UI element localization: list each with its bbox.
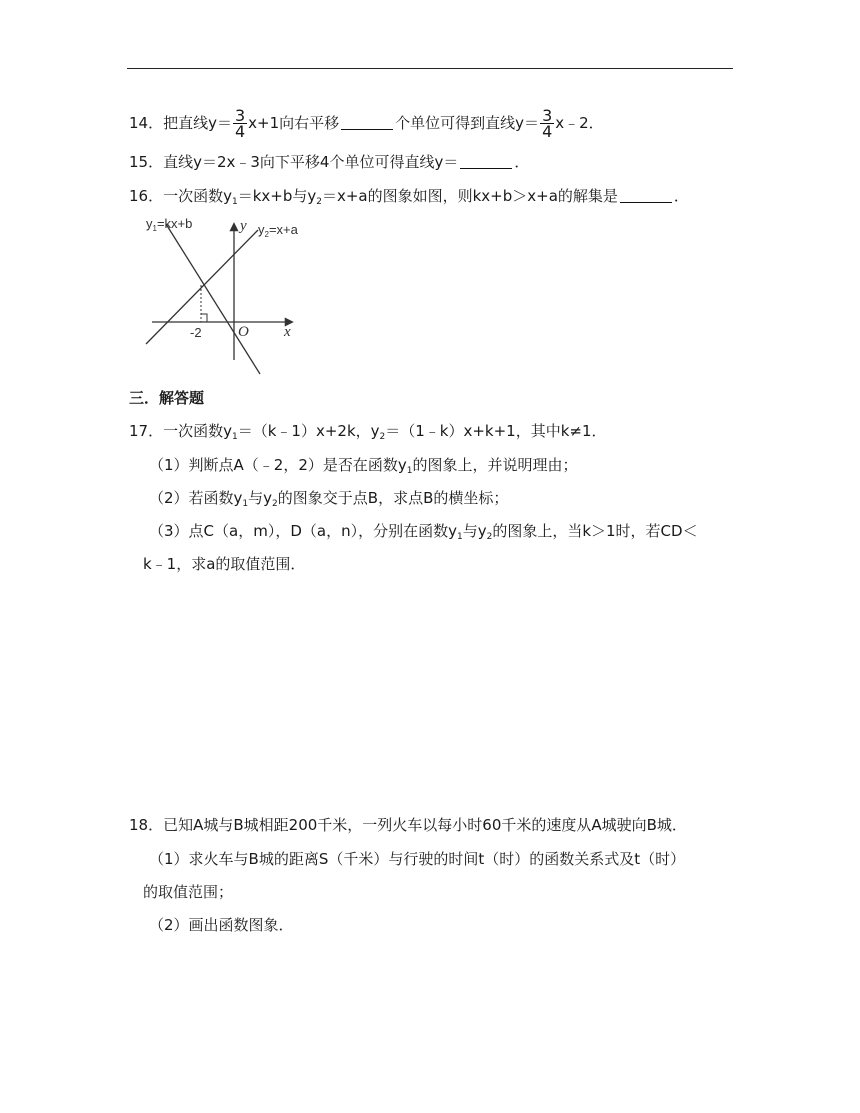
- section-header: 三．解答题: [129, 389, 205, 407]
- question-number: 14．: [129, 114, 164, 132]
- fraction: $\frac{3}{4}$: [234, 106, 246, 141]
- question-number: 16．: [129, 187, 164, 205]
- question-17-part-2: （2）若函数$y_1$与$y_2$的图象交于点B，求点B的横坐标；: [149, 489, 509, 509]
- origin-label: O: [238, 324, 249, 340]
- question-17-part-3-continued: k﹣1，求a的取值范围．: [143, 555, 306, 573]
- answer-blank[interactable]: [460, 154, 512, 169]
- line-y1: [166, 224, 260, 374]
- question-17-part-1: （1）判断点A（﹣2，2）是否在函数$y_1$的图象上，并说明理由；: [149, 456, 578, 476]
- question-14: 14．把直线y＝ $\frac{3}{4}$ x+1向右平移 个单位可得到直线y＝ $\frac{3}{4}$ x﹣2．: [129, 106, 604, 141]
- question-number: 15．: [129, 153, 164, 171]
- question-15: 15．直线y＝2x﹣3向下平移4个单位可得直线y＝ ．: [129, 153, 530, 171]
- answer-blank[interactable]: [341, 115, 393, 130]
- question-18-part-2: （2）画出函数图象．: [149, 916, 294, 934]
- question-16: 16．一次函数$y_1=kx+b$与$y_2=x+a$的图象如图，则kx+b＞x+a的解集是 ．: [129, 187, 689, 207]
- function-graph: [140, 210, 310, 380]
- question-18-part-1: （1）求火车与B城的距离S（千米）与行驶的时间t（时）的函数关系式及t（时）: [149, 850, 686, 868]
- question-17: 17．一次函数$y_1=(k﹣1)x+2k$，$y_2=(1﹣k)x+k+1$，其中k≠1．: [129, 422, 607, 442]
- fraction: $\frac{3}{4}$: [542, 106, 553, 141]
- axis-label-y: y: [240, 218, 247, 234]
- header-rule: [127, 68, 733, 69]
- question-number: 17．: [129, 422, 164, 440]
- question-18: 18．已知A城与B城相距200千米，一列火车以每小时60千米的速度从A城驶向B城．: [129, 816, 687, 834]
- question-number: 18．: [129, 816, 164, 834]
- label-y2: $y_2=x+a$: [258, 222, 298, 239]
- right-angle-mark: [201, 314, 207, 322]
- question-17-part-3: （3）点C（a，m），D（a，n），分别在函数$y_1$与$y_2$的图象上，当k＞1时，若CD＜: [149, 522, 698, 542]
- question-18-part-1-continued: 的取值范围；: [143, 883, 234, 901]
- axis-label-x: x: [284, 324, 291, 340]
- label-y1: $y_1=kx+b$: [146, 216, 193, 233]
- answer-blank[interactable]: [620, 188, 672, 203]
- tick-label: -2: [190, 325, 202, 340]
